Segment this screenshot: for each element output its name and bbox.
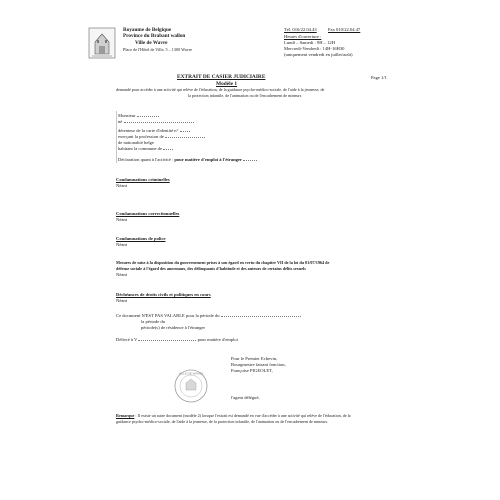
redacted-field bbox=[163, 146, 173, 150]
purpose-value: pour matière d'emploi à l'étranger bbox=[174, 157, 243, 162]
subtitle-line-1: demandé pour accéder à une activité qui relève de l'éducation, de la guidance psycho-médico-sociale, de l'aide à la jeunesse, de bbox=[116, 87, 325, 92]
salutation-text: Monsieur bbox=[118, 113, 136, 118]
subtitle-line-2: la protection infantile, de l'animation ou de l'encadrement de mineurs bbox=[188, 93, 302, 98]
agent-delegate: l'agent délégué, bbox=[231, 395, 260, 400]
city-logo bbox=[87, 26, 117, 60]
identity-born bbox=[118, 119, 194, 125]
hours-title: Heures d'ouverture : bbox=[284, 34, 322, 39]
validity-text-1: Ce document N'EST PAS VALABLE pour la période du bbox=[116, 313, 220, 318]
header-tel: Tél. 010/22.04.43 bbox=[284, 27, 317, 32]
measures-line-1: Mesures de mise à la disposition du gouvernement prises à son égard en vertu du chapitre VII de la loi du 01/07/1964 de bbox=[116, 260, 330, 265]
delivery-line bbox=[116, 337, 238, 343]
profession-text: exerçant la profession de bbox=[118, 134, 164, 139]
validity-line-2: la période du bbox=[141, 319, 165, 324]
document-title: EXTRAIT DE CASIER JUDICIAIRE bbox=[177, 74, 266, 80]
born-text: né bbox=[118, 119, 123, 124]
redacted-field bbox=[180, 128, 190, 132]
signature-line-2: Bourgmestre faisant fonction, bbox=[231, 362, 286, 367]
document-model: Modèle 1 bbox=[216, 81, 238, 87]
validity-line-3: période(s) de résidence à l'étranger bbox=[141, 325, 206, 330]
identity-nationality: de nationalité belge bbox=[118, 140, 154, 145]
redacted-field bbox=[243, 157, 257, 161]
police-value: Néant bbox=[116, 242, 127, 247]
redacted-field bbox=[221, 313, 301, 317]
header-fax: Fax 010/22.04.47 bbox=[328, 27, 361, 32]
redacted-field bbox=[138, 337, 196, 341]
org-province: Province du Brabant wallon bbox=[123, 33, 186, 39]
delivered-at: Délivré à V bbox=[116, 337, 138, 342]
redacted-field bbox=[165, 134, 205, 138]
signature-line-3: Françoise PIGEOLET, bbox=[231, 368, 273, 373]
signature-line-1: Pour le Premier Echevin, bbox=[231, 356, 278, 361]
measures-value: Néant bbox=[116, 272, 127, 277]
official-stamp bbox=[173, 368, 209, 404]
hours-line-3: (uniquement vendredi en juillet/août) bbox=[284, 52, 353, 57]
correctional-heading: Condamnations correctionnelles bbox=[116, 211, 180, 216]
criminal-heading: Condamnations criminelles bbox=[116, 177, 170, 182]
org-address: Place de l'Hôtel de Ville, 5 – 1300 Wavre bbox=[123, 47, 192, 52]
remark-text-1: : Il existe un autre document (modèle 2) lorsque l'extrait est demandé en vue d'accéder à une activité qui relève de l'éducation, de la bbox=[135, 413, 351, 418]
redacted-field bbox=[124, 119, 194, 123]
delivery-for: pour matière d'emploi bbox=[197, 337, 238, 342]
correctional-value: Néant bbox=[116, 217, 127, 222]
criminal-value: Néant bbox=[116, 183, 127, 188]
purpose-label: Déclaration quant à l'activité : bbox=[118, 157, 174, 162]
org-kingdom: Royaume de Belgique bbox=[123, 27, 172, 33]
hours-line-1: Lundi – Samedi : 9H – 12H bbox=[284, 40, 336, 45]
commune-text: habitant la commune de bbox=[118, 146, 163, 151]
svg-text:VILLE DE WAVRE: VILLE DE WAVRE bbox=[178, 371, 204, 376]
identity-commune bbox=[118, 146, 173, 152]
redacted-field bbox=[137, 113, 159, 117]
identity-purpose bbox=[118, 157, 257, 163]
police-heading: Condamnations de police bbox=[116, 236, 166, 241]
forfeiture-value: Néant bbox=[116, 298, 127, 303]
validity-line-1 bbox=[116, 313, 301, 319]
forfeiture-heading: Déchéances de droits civils et politiques en cours bbox=[116, 292, 211, 297]
page-number: Page 1/1 bbox=[371, 75, 387, 80]
remark-line-1 bbox=[116, 413, 351, 418]
identity-profession bbox=[118, 134, 205, 140]
identity-salutation bbox=[118, 113, 159, 119]
remark-line-2: guidance psycho-médico-sociale, de l'aide à la jeunesse, de la protection infantile, de l'animation ou de l'encadrement de mineurs. bbox=[116, 419, 329, 424]
identity-card bbox=[118, 128, 190, 134]
org-city: Ville de Wavre bbox=[135, 40, 168, 46]
hours-line-2: Mercredi-Vendredi : 14H-16H30 bbox=[284, 46, 345, 51]
measures-line-2: défense sociale à l'égard des anormaux, des délinquants d'habitude et des auteurs de certains délits sexuels bbox=[116, 266, 306, 271]
card-text: détenteur de la carte d'identité n° bbox=[118, 128, 179, 133]
remark-label: Remarque bbox=[116, 413, 135, 418]
